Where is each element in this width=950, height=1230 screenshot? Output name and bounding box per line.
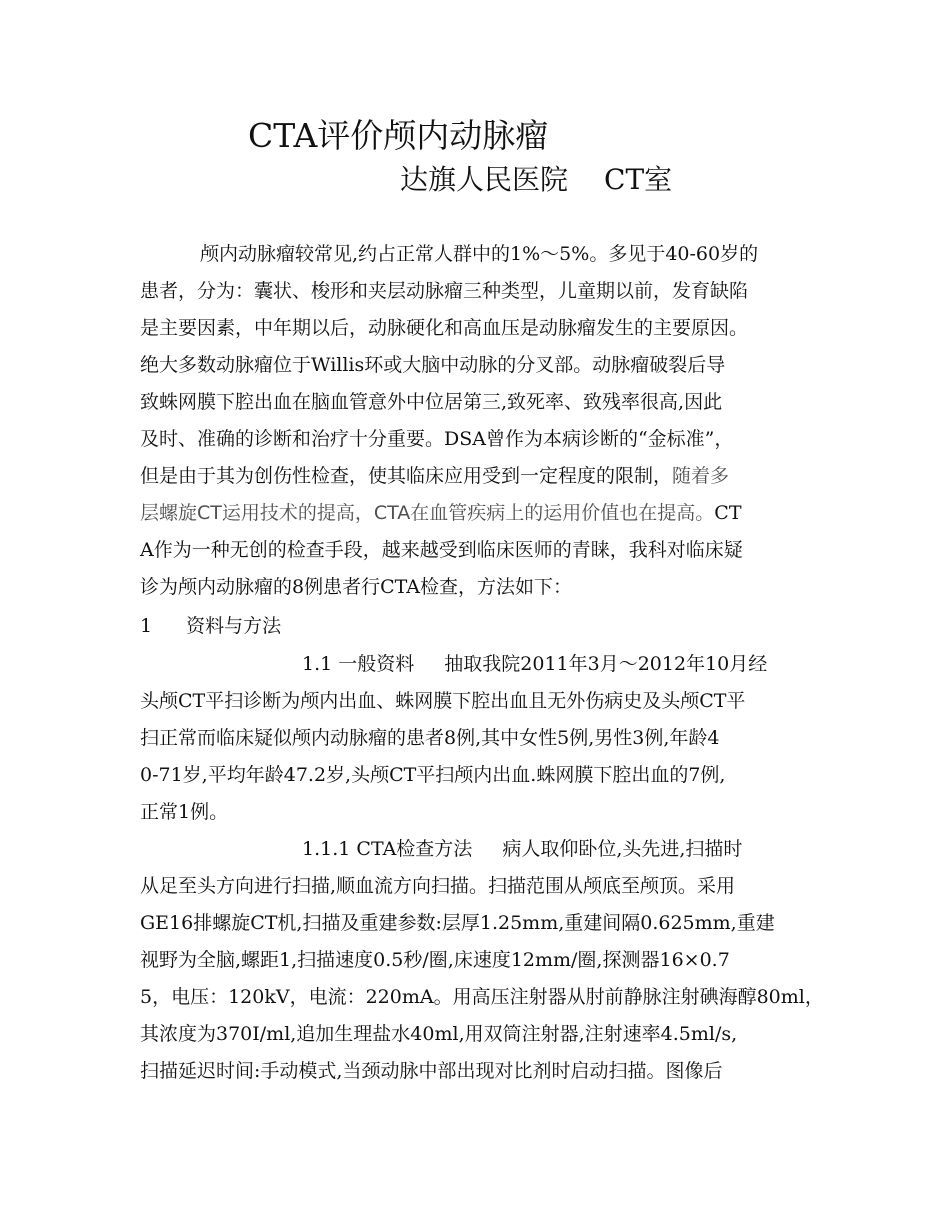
paragraph-line: 扫描延迟时间:手动模式,当颈动脉中部出现对比剂时启动扫描。图像后 (140, 1060, 723, 1082)
paragraph-text-gray: 随着多 (672, 465, 730, 487)
paragraph-line (140, 499, 742, 527)
paragraph-line: 扫正常而临床疑似颅内动脉瘤的患者8例,其中女性5例,男性3例,年龄4 (140, 727, 720, 749)
subsection-line (302, 650, 767, 678)
paragraph-line: 及时、准确的诊断和治疗十分重要。DSA曾作为本病诊断的“金标准”， (140, 428, 734, 450)
subsection-line (302, 835, 742, 863)
paragraph-line: 是主要因素，中年期以后，动脉硬化和高血压是动脉瘤发生的主要原因。 (140, 317, 749, 339)
paragraph-line: 正常1例。 (140, 801, 229, 823)
paragraph-text: CT (714, 502, 742, 524)
paragraph-line: 诊为颅内动脉瘤的8例患者行CTA检查，方法如下： (140, 576, 572, 598)
section-title: 资料与方法 (186, 615, 282, 637)
paragraph-line: 0-71岁,平均年龄47.2岁,头颅CT平扫颅内出血.蛛网膜下腔出血的7例, (140, 764, 726, 786)
paragraph-line: 致蛛网膜下腔出血在脑血管意外中位居第三,致死率、致残率很高,因此 (140, 391, 723, 413)
paragraph-text: 病人取仰卧位,头先进,扫描时 (502, 838, 743, 860)
document-subtitle (400, 158, 672, 202)
paragraph-line: 5，电压：120kV，电流：220mA。用高压注射器从肘前静脉注射碘海醇80ml， (140, 986, 824, 1008)
paragraph-line: 头颅CT平扫诊断为颅内出血、蛛网膜下腔出血且无外伤病史及头颅CT平 (140, 690, 746, 712)
subsection-number: 1.1 (302, 653, 333, 675)
paragraph-text: 抽取我院2011年3月～2012年10月经 (444, 653, 768, 675)
paragraph-line: 绝大多数动脉瘤位于Willis环或大脑中动脉的分叉部。动脉瘤破裂后导 (140, 354, 726, 376)
paragraph-line (140, 462, 729, 490)
section-heading (140, 612, 281, 640)
section-number: 1 (140, 615, 153, 637)
subsection-title: CTA检查方法 (356, 838, 473, 860)
paragraph-line: A作为一种无创的检查手段，越来越受到临床医师的青睐，我科对临床疑 (140, 539, 743, 561)
paragraph-line: 患者，分为：囊状、梭形和夹层动脉瘤三种类型，儿童期以前，发育缺陷 (140, 280, 749, 302)
paragraph-line: 颅内动脉瘤较常见,约占正常人群中的1%～5%。多见于40-60岁的 (200, 243, 759, 265)
paragraph-text-gray: 层螺旋CT运用技术的提高，CTA在血管疾病上的运用价值也在提高。 (140, 502, 715, 524)
subsection-title: 一般资料 (338, 653, 415, 675)
paragraph-line: 其浓度为370I/ml,追加生理盐水40ml,用双筒注射器,注射速率4.5ml/s, (140, 1023, 738, 1045)
paragraph-text: 但是由于其为创伤性检查，使其临床应用受到一定程度的限制， (140, 465, 673, 487)
document-title: CTA评价颅内动脉瘤 (248, 116, 549, 155)
paragraph-line: 从足至头方向进行扫描,顺血流方向扫描。扫描范围从颅底至颅顶。采用 (140, 875, 736, 897)
hospital-name: 达旗人民医院 (400, 163, 569, 196)
paragraph-line: 视野为全脑,螺距1,扫描速度0.5秒/圈,床速度12mm/圈,探测器16×0.7 (140, 949, 730, 971)
paragraph-line: GE16排螺旋CT机,扫描及重建参数:层厚1.25mm,重建间隔0.625mm,重建 (140, 912, 775, 934)
subsection-number: 1.1.1 (302, 838, 351, 860)
department-name: CT室 (604, 163, 673, 196)
